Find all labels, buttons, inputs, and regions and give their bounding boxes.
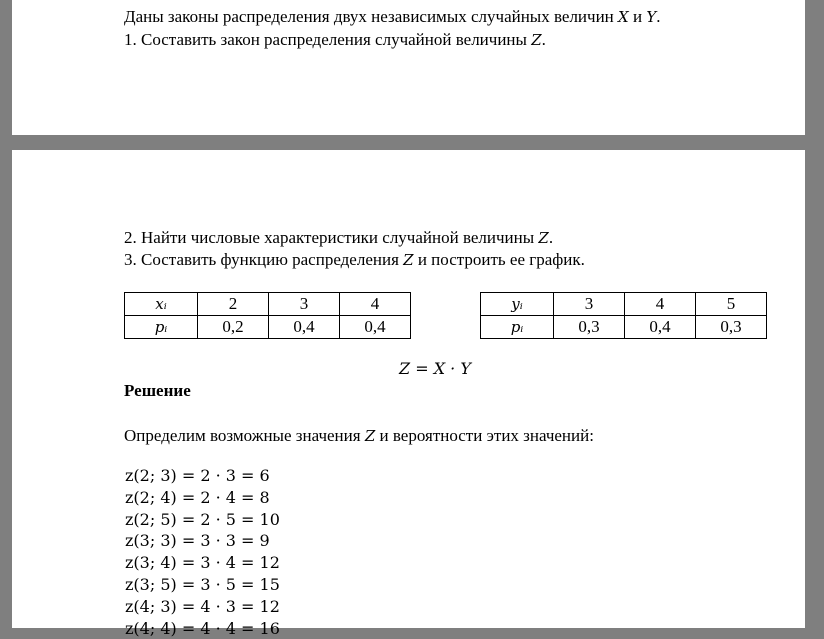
document-page-1 [12, 0, 805, 135]
table-cell: 4 [340, 293, 411, 316]
calculation-line: z(2; 3) = 2 · 3 = 6 [125, 466, 270, 485]
calculation-line: z(2; 4) = 2 · 4 = 8 [125, 487, 270, 507]
table-cell: 0,3 [554, 316, 625, 339]
var-z: Z [364, 427, 376, 445]
task-1 [124, 29, 546, 51]
table-cell: xᵢ [125, 293, 198, 316]
table-row [481, 293, 767, 316]
table-cell: 0,4 [625, 316, 696, 339]
intro-text: и вероятности этих значений: [375, 426, 594, 445]
document-page-2 [12, 150, 805, 638]
task-text: 3. Составить функцию распределения [124, 250, 404, 269]
var-z: Z [531, 31, 542, 49]
table-cell: 3 [269, 293, 340, 316]
task-text: и построить ее график. [413, 250, 585, 269]
intro-text: Определим возможные значения [124, 426, 365, 445]
table-row [125, 316, 411, 339]
task-text: 1. Составить закон распределения случайной величины [124, 30, 532, 49]
table-cell: 2 [198, 293, 269, 316]
table-cell: 0,3 [696, 316, 767, 339]
table-row [125, 293, 411, 316]
distribution-table-y [480, 292, 767, 339]
var-z: Z [538, 229, 549, 247]
task-text: . [541, 30, 546, 49]
problem-statement [124, 6, 660, 28]
formula-z: Z = X · Y [399, 359, 471, 378]
statement-text: и [628, 7, 647, 26]
statement-text: . [656, 7, 661, 26]
table-cell: 4 [625, 293, 696, 316]
var-y: Y [646, 8, 657, 26]
table-cell: pᵢ [481, 316, 554, 339]
task-text: 2. Найти числовые характеристики случайной величины [124, 228, 539, 247]
table-cell: 3 [554, 293, 625, 316]
calculation-line: z(3; 5) = 3 · 5 = 15 [125, 574, 280, 594]
solution-intro [124, 425, 594, 447]
task-3 [124, 249, 585, 271]
table-cell: 5 [696, 293, 767, 316]
table-cell: 0,2 [198, 316, 269, 339]
solution-heading: Решение [124, 381, 191, 400]
calculation-line: z(3; 3) = 3 · 3 = 9 [125, 531, 270, 551]
table-cell: 0,4 [340, 316, 411, 339]
table-cell: pᵢ [125, 316, 198, 339]
calculation-line: z(3; 4) = 3 · 4 = 12 [125, 553, 280, 573]
var-x: X [618, 8, 629, 26]
table-cell: yᵢ [481, 293, 554, 316]
calculation-list [125, 465, 280, 639]
calculation-line: z(4; 4) = 4 · 4 = 16 [125, 618, 280, 638]
calculation-line: z(2; 5) = 2 · 5 = 10 [125, 509, 280, 529]
distribution-table-x [124, 292, 411, 339]
statement-text: Даны законы распределения двух независимых случайных величин [124, 7, 619, 26]
task-text: . [548, 228, 554, 247]
task-2 [124, 227, 553, 249]
table-row [481, 316, 767, 339]
calculation-line: z(4; 3) = 4 · 3 = 12 [125, 596, 280, 616]
table-cell: 0,4 [269, 316, 340, 339]
var-z: Z [403, 251, 414, 269]
